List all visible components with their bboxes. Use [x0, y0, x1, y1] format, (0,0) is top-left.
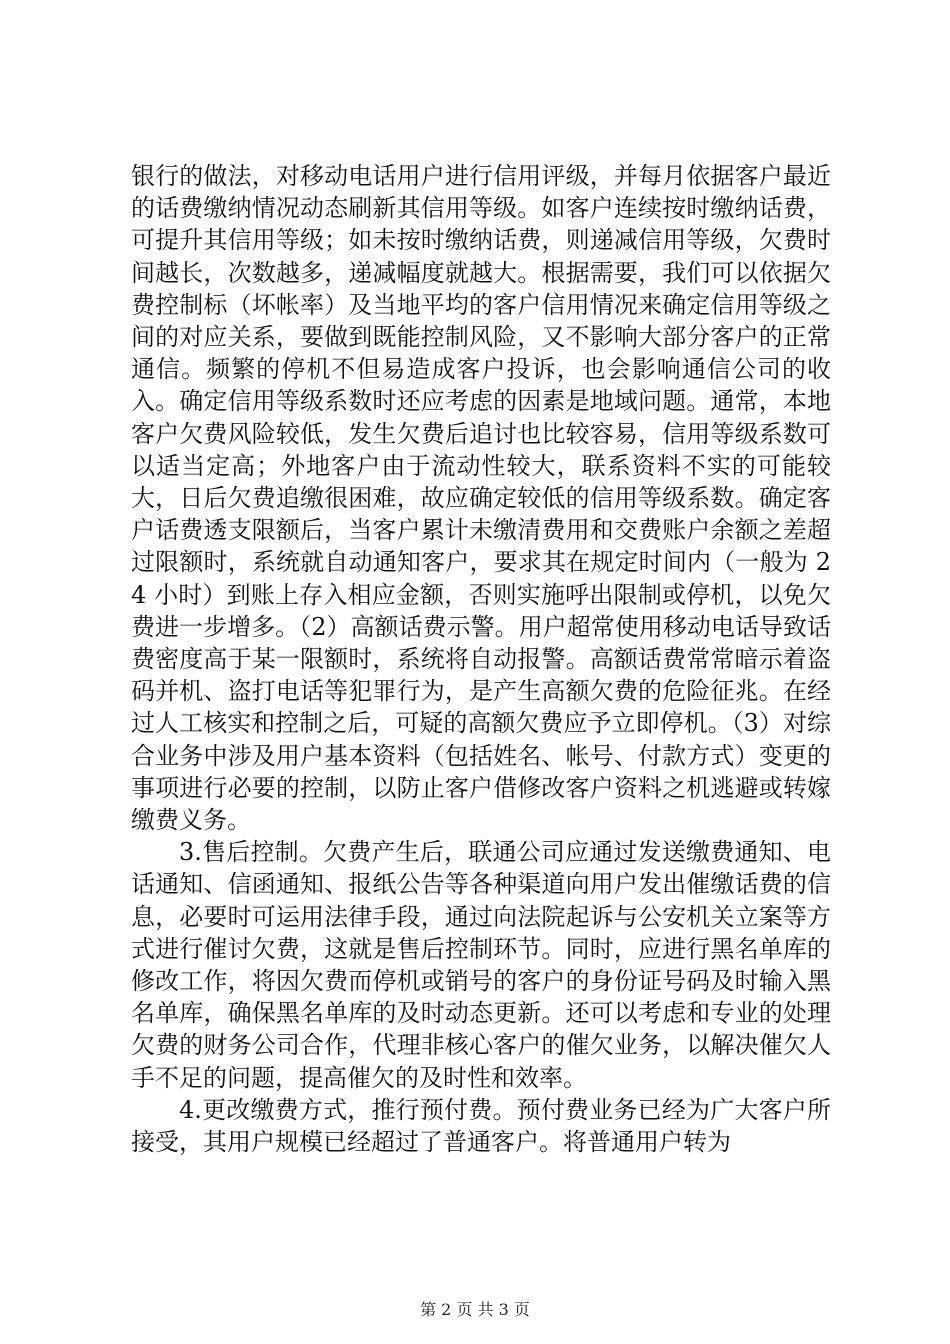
paragraph-after-sales-control: 3.售后控制。欠费产生后，联通公司应通过发送缴费通知、电话通知、信函通知、报纸公告等各种渠道向用户发出催缴话费的信息，必要时可运用法律手段，通过向法院起诉与公安机关立案等方式进行催讨欠费，这就是售后控制环节。同时，应进行黑名单库的修改工作，将因欠费而停机或销号的客户的身份证号码及时输入黑名单库，确保黑名单库的及时动态更新。还可以考虑和专业的处理欠费的财务公司合作，代理非核心客户的催欠业务，以解决催欠人手不足的问题，提高催欠的及时性和效率。 [131, 838, 831, 1092]
page-footer: 第 2 页 共 3 页 [420, 1300, 530, 1319]
document-body [131, 160, 831, 1158]
paragraph-credit-rating: 银行的做法，对移动电话用户进行信用评级，并每月依据客户最近的话费缴纳情况动态刷新其信用等级。如客户连续按时缴纳话费，可提升其信用等级；如未按时缴纳话费，则递减信用等级，欠费时间越长，次数越多，递减幅度就越大。根据需要，我们可以依据欠费控制标（坏帐率）及当地平均的客户信用情况来确定信用等级之间的对应关系，要做到既能控制风险，又不影响大部分客户的正常通信。频繁的停机不但易造成客户投诉，也会影响通信公司的收入。确定信用等级系数时还应考虑的因素是地域问题。通常，本地客户欠费风险较低，发生欠费后追讨也比较容易，信用等级系数可以适当定高；外地客户由于流动性较大，联系资料不实的可能较大，日后欠费追缴很困难，故应确定较低的信用等级系数。确定客户话费透支限额后，当客户累计未缴清费用和交费账户余额之差超过限额时，系统就自动通知客户，要求其在规定时间内（一般为 24 小时）到账上存入相应金额，否则实施呼出限制或停机，以免欠费进一步增多。（2）高额话费示警。用户超常使用移动电话导致话费密度高于某一限额时，系统将自动报警。高额话费常常暗示着盗码并机、盗打电话等犯罪行为，是产生高额欠费的危险征兆。在经过人工核实和控制之后，可疑的高额欠费应予立即停机。（3）对综合业务中涉及用户基本资料（包括姓名、帐号、付款方式）变更的事项进行必要的控制，以防止客户借修改客户资料之机逃避或转嫁缴费义务。 [131, 162, 831, 835]
paragraph-prepaid: 4.更改缴费方式，推行预付费。预付费业务已经为广大客户所接受，其用户规模已经超过了普通客户。将普通用户转为 [131, 1095, 831, 1157]
